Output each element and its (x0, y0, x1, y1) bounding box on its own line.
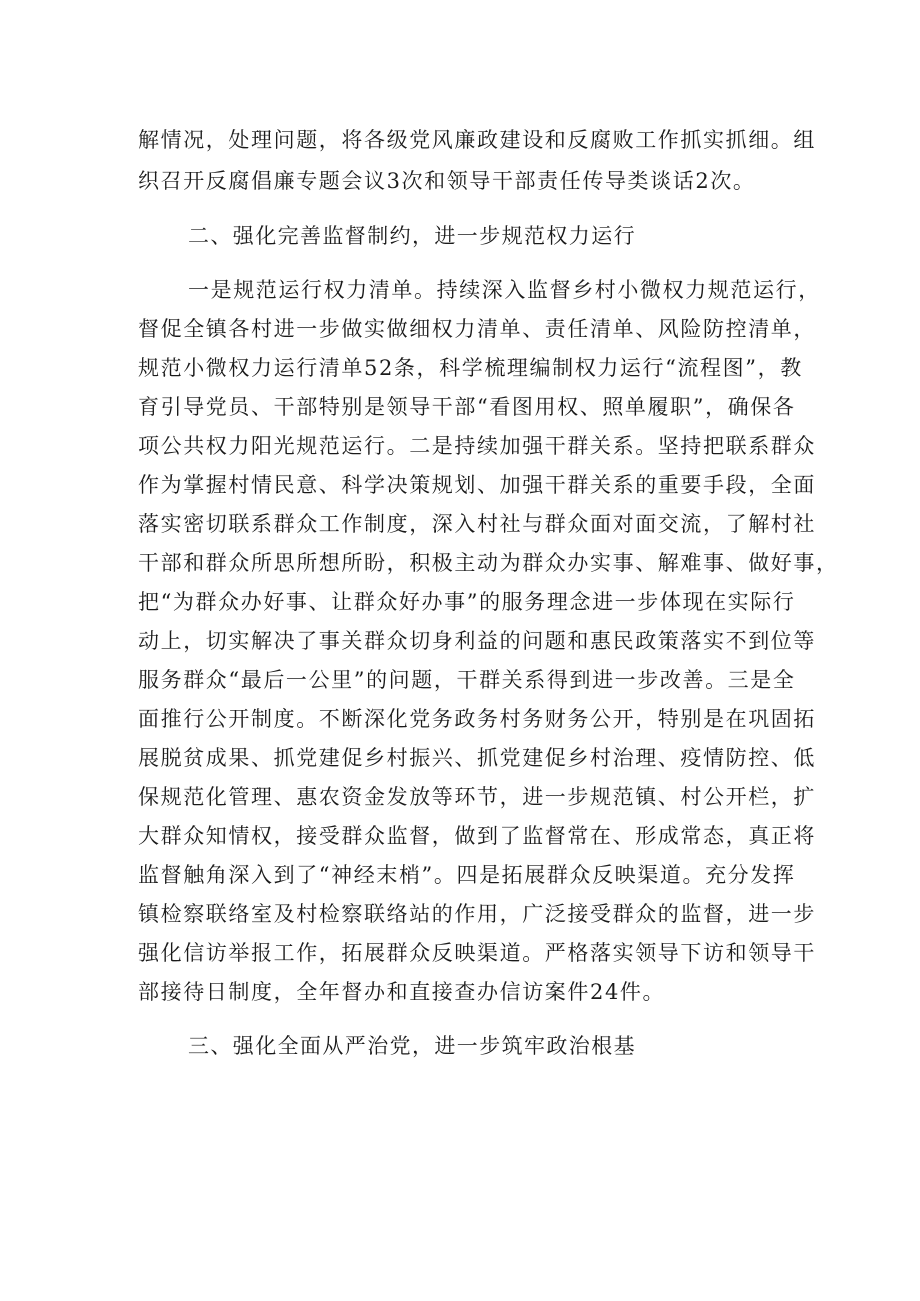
paragraph-intro-line: 织召开反腐倡廉专题会议3次和领导干部责任传导类谈话2次。 (138, 169, 756, 193)
paragraph-line: 展脱贫成果、抓党建促乡村振兴、抓党建促乡村治理、疫情防控、低 (138, 746, 816, 770)
section-heading: 二、强化完善监督制约，进一步规范权力运行 (188, 224, 636, 248)
paragraph-line: 服务群众“最后一公里”的问题，干群关系得到进一步改善。三是全 (138, 668, 796, 692)
paragraph-line: 保规范化管理、惠农资金发放等环节，进一步规范镇、村公开栏，扩 (138, 785, 816, 809)
paragraph-line: 干部和群众所思所想所盼，积极主动为群众办实事、解难事、做好事， (138, 551, 839, 575)
paragraph-line: 落实密切联系群众工作制度，深入村社与群众面对面交流，了解村社 (138, 512, 816, 536)
paragraph-line: 镇检察联络室及村检察联络站的作用，广泛接受群众的监督，进一步 (138, 902, 816, 926)
paragraph-line: 部接待日制度，全年督办和直接查办信访案件24件。 (138, 980, 666, 1004)
paragraph-line: 面推行公开制度。不断深化党务政务村务财务公开，特别是在巩固拓 (138, 707, 816, 731)
paragraph-line: 项公共权力阳光规范运行。二是持续加强干群关系。坚持把联系群众 (138, 434, 816, 458)
paragraph-line: 作为掌握村情民意、科学决策规划、加强干群关系的重要手段，全面 (138, 473, 816, 497)
paragraph-line: 动上，切实解决了事关群众切身利益的问题和惠民政策落实不到位等 (138, 629, 816, 653)
paragraph-line: 把“为群众办好事、让群众好办事”的服务理念进一步体现在实际行 (138, 590, 796, 614)
paragraph-line: 监督触角深入到了“神经末梢”。四是拓展群众反映渠道。充分发挥 (138, 863, 796, 887)
paragraph-intro-line: 解情况，处理问题，将各级党风廉政建设和反腐败工作抓实抓细。组 (138, 128, 816, 152)
paragraph-line: 强化信访举报工作，拓展群众反映渠道。严格落实领导下访和领导干 (138, 941, 816, 965)
paragraph-line: 督促全镇各村进一步做实做细权力清单、责任清单、风险防控清单， (138, 317, 816, 341)
paragraph-line: 规范小微权力运行清单52条，科学梳理编制权力运行“流程图”，教 (138, 356, 803, 380)
paragraph-line: 大群众知情权，接受群众监督，做到了监督常在、形成常态，真正将 (138, 824, 816, 848)
section-heading: 三、强化全面从严治党，进一步筑牢政治根基 (188, 1034, 636, 1058)
paragraph-line: 一是规范运行权力清单。持续深入监督乡村小微权力规范运行， (188, 278, 821, 302)
paragraph-line: 育引导党员、干部特别是领导干部“看图用权、照单履职”，确保各 (138, 395, 796, 419)
